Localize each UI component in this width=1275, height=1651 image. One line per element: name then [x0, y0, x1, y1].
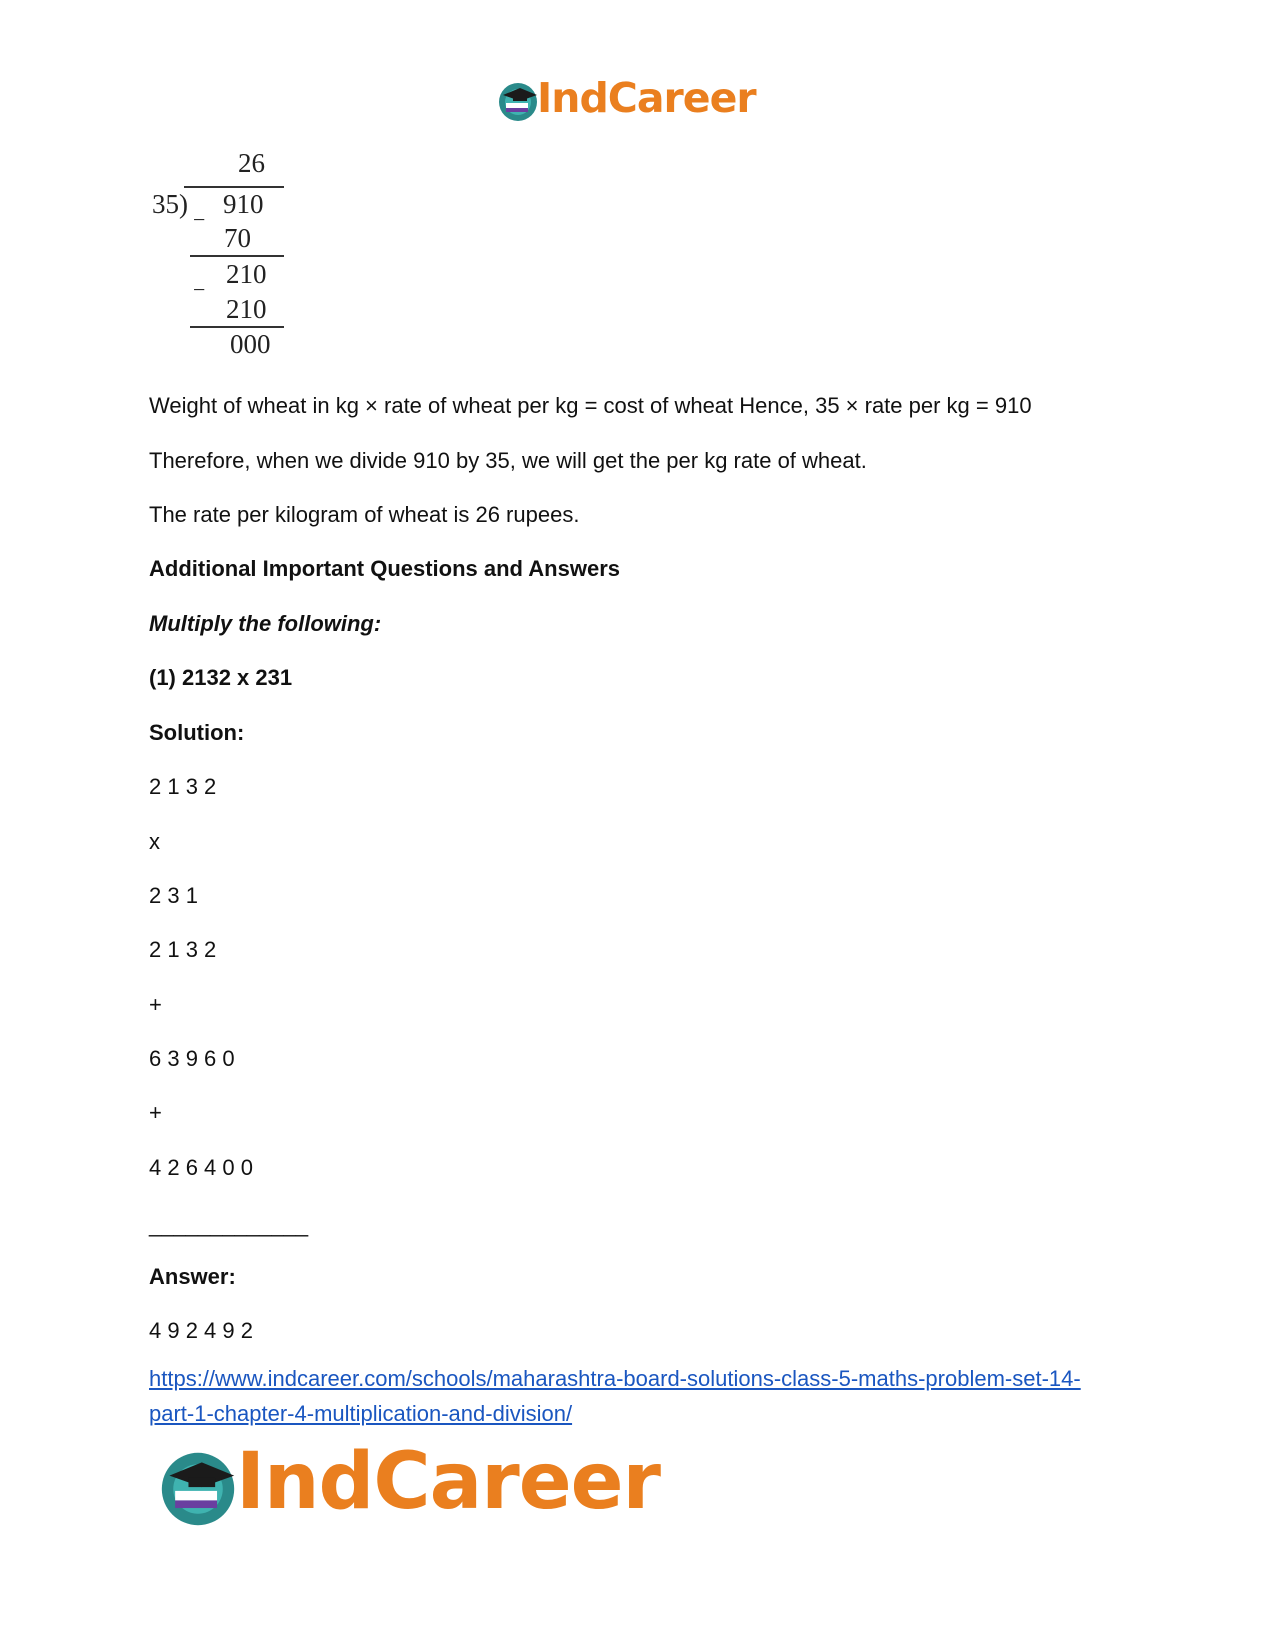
step-line: x [149, 829, 160, 854]
division-minus-2: − [193, 277, 206, 302]
division-rule-1 [190, 255, 284, 257]
instruction: Multiply the following: [149, 611, 382, 636]
division-rule-2 [190, 326, 284, 328]
graduation-book-icon [497, 81, 539, 123]
division-subtrahend-2: 210 [226, 294, 267, 324]
step-line: + [149, 1100, 162, 1125]
step-line: 2 3 1 [149, 883, 198, 908]
footer-logo [158, 1437, 698, 1533]
step-line: 6 3 9 6 0 [149, 1046, 235, 1071]
graduation-book-icon [158, 1449, 238, 1529]
step-line: 2 1 3 2 [149, 937, 217, 962]
division-minus-1: − [193, 207, 206, 232]
paragraph-1: Weight of wheat in kg × rate of wheat per kg = cost of wheat Hence, 35 × rate per kg = 910 [149, 393, 1032, 418]
paragraph-2: Therefore, when we divide 910 by 35, we will get the per kg rate of wheat. [149, 448, 867, 473]
paragraph-3: The rate per kilogram of wheat is 26 rupees. [149, 502, 580, 527]
source-link-line-2[interactable]: part-1-chapter-4-multiplication-and-division/ [149, 1401, 573, 1426]
answer-label: Answer: [149, 1264, 236, 1289]
step-line: + [149, 992, 162, 1017]
answer-value: 4 9 2 4 9 2 [149, 1318, 253, 1343]
division-subtrahend-1: 70 [224, 223, 251, 253]
question: (1) 2132 x 231 [149, 665, 293, 690]
header-logo-text: IndCareer [537, 74, 756, 122]
division-remainder-1: 210 [226, 259, 267, 289]
source-link-line-1[interactable]: https://www.indcareer.com/schools/maharashtra-board-solutions-class-5-maths-problem-set-14- [149, 1366, 1081, 1391]
division-bar-top [184, 186, 284, 188]
section-heading: Additional Important Questions and Answers [149, 556, 621, 581]
division-dividend: 910 [223, 189, 264, 219]
footer-logo-text: IndCareer [236, 1437, 660, 1527]
division-remainder-2: 000 [230, 329, 271, 359]
division-divisor: 35) [152, 189, 188, 219]
solution-label: Solution: [149, 720, 245, 745]
answer-underline: _____________ [149, 1212, 309, 1237]
division-quotient: 26 [238, 148, 265, 178]
step-line: 2 1 3 2 [149, 774, 217, 799]
header-logo [497, 74, 767, 126]
step-line: 4 2 6 4 0 0 [149, 1155, 253, 1180]
